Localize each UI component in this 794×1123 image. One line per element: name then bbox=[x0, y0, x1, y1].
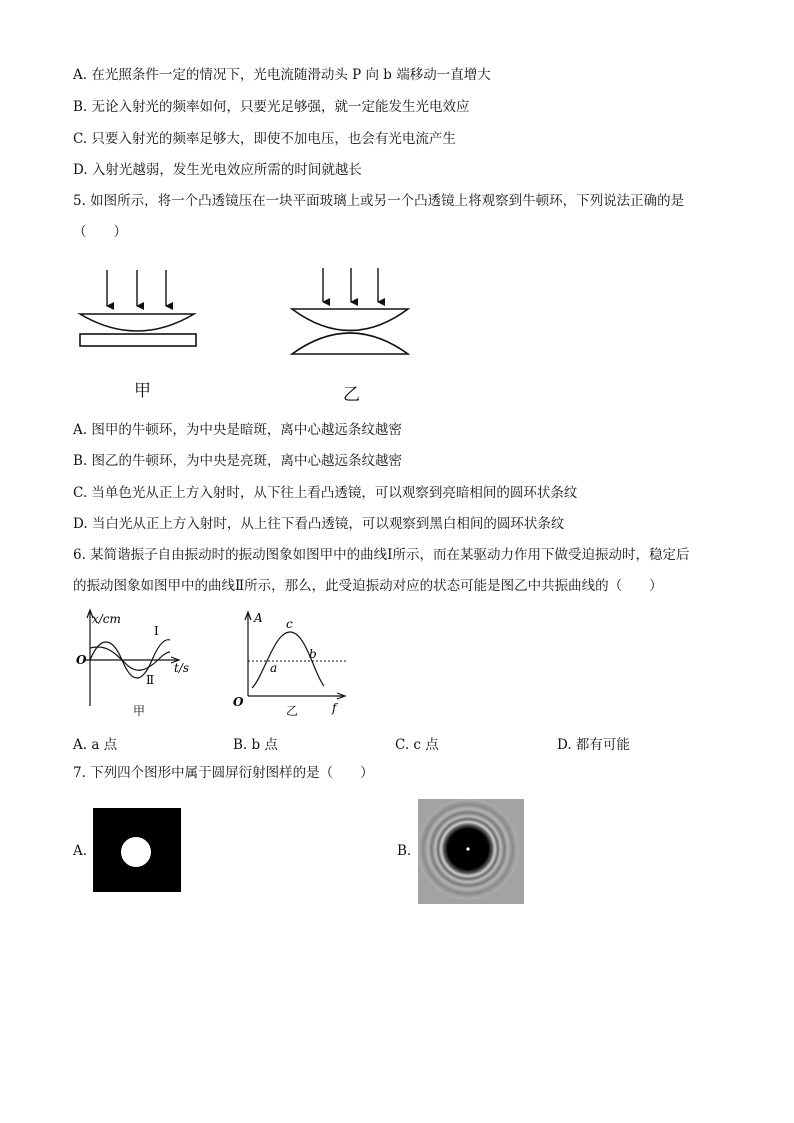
curve-i bbox=[90, 640, 170, 678]
graph-jia-origin: O bbox=[76, 653, 87, 667]
fig-jia-caption: 甲 bbox=[134, 381, 151, 401]
q6-option-a: A. a 点 bbox=[73, 737, 118, 753]
graph-jia-y-label: x/cm bbox=[92, 612, 121, 626]
q6-option-c: C. c 点 bbox=[395, 737, 439, 753]
fig-yi-upper-lens bbox=[292, 309, 408, 331]
point-a-label: a bbox=[270, 661, 278, 675]
graph-yi-x-label: f bbox=[332, 701, 337, 715]
q5-option-a: A. 图甲的牛顿环，为中央是暗斑，离中心越远条纹越密 bbox=[73, 422, 402, 438]
graph-yi-y-label: A bbox=[254, 611, 263, 625]
q6-option-d: D. 都有可能 bbox=[557, 737, 630, 753]
q5-option-c: C. 当单色光从正上方入射时，从下往上看凸透镜，可以观察到亮暗相间的圆环状条纹 bbox=[73, 485, 578, 501]
graph-jia-x-label: t/s bbox=[174, 661, 190, 675]
graph-jia-caption: 甲 bbox=[133, 704, 146, 718]
graph-yi-origin: O bbox=[233, 695, 244, 709]
q7-option-a-image bbox=[93, 808, 181, 892]
curve-ii bbox=[90, 647, 170, 670]
q5-option-b: B. 图乙的牛顿环，为中央是亮斑，离中心越远条纹越密 bbox=[73, 453, 403, 469]
q4-option-a: A. 在光照条件一定的情况下，光电流随滑动头 P 向 b 端移动一直增大 bbox=[73, 67, 491, 83]
q6-stem-line2: 的振动图象如图甲中的曲线Ⅱ所示，那么，此受迫振动对应的状态可能是图乙中共振曲线的（ ） bbox=[73, 578, 663, 594]
q6-option-b: B. b 点 bbox=[233, 737, 278, 753]
q4-option-c: C. 只要入射光的频率足够大，即使不加电压，也会有光电流产生 bbox=[73, 131, 456, 147]
fig-jia-plate bbox=[80, 334, 196, 346]
q4-option-b: B. 无论入射光的频率如何，只要光足够强，就一定能发生光电效应 bbox=[73, 99, 470, 115]
point-b-label: b bbox=[309, 647, 317, 661]
graph-yi-caption: 乙 bbox=[286, 704, 299, 718]
curve-i-label: Ⅰ bbox=[154, 624, 159, 638]
q7-option-b-image bbox=[418, 799, 524, 904]
fig-jia-lens bbox=[80, 314, 194, 331]
fig-yi-caption: 乙 bbox=[343, 385, 360, 405]
curve-ii-label: Ⅱ bbox=[146, 673, 155, 687]
point-c-label: c bbox=[286, 617, 293, 631]
q7-stem: 7. 下列四个图形中属于圆屏衍射图样的是（ ） bbox=[73, 765, 374, 781]
fig-jia-arrows bbox=[107, 270, 166, 306]
fig-yi-lower-lens bbox=[292, 333, 408, 354]
fig-yi-arrows bbox=[323, 268, 378, 302]
q5-stem-line1: 5. 如图所示，将一个凸透镜压在一块平面玻璃上或另一个凸透镜上将观察到牛顿环，下列说法正确的是 bbox=[73, 193, 685, 209]
q7-option-a-label: A. bbox=[73, 843, 88, 859]
q5-stem-line2: （ ） bbox=[73, 224, 127, 240]
q7-option-b-label: B. bbox=[397, 843, 412, 859]
q6-stem-line1: 6. 某简谐振子自由振动时的振动图象如图甲中的曲线Ⅰ所示，而在某驱动力作用下做受迫振动时，稳定后 bbox=[73, 547, 690, 563]
q5-option-d: D. 当白光从正上方入射时，从上往下看凸透镜，可以观察到黑白相间的圆环状条纹 bbox=[73, 516, 565, 532]
q4-option-d: D. 入射光越弱，发生光电效应所需的时间就越长 bbox=[73, 162, 362, 178]
